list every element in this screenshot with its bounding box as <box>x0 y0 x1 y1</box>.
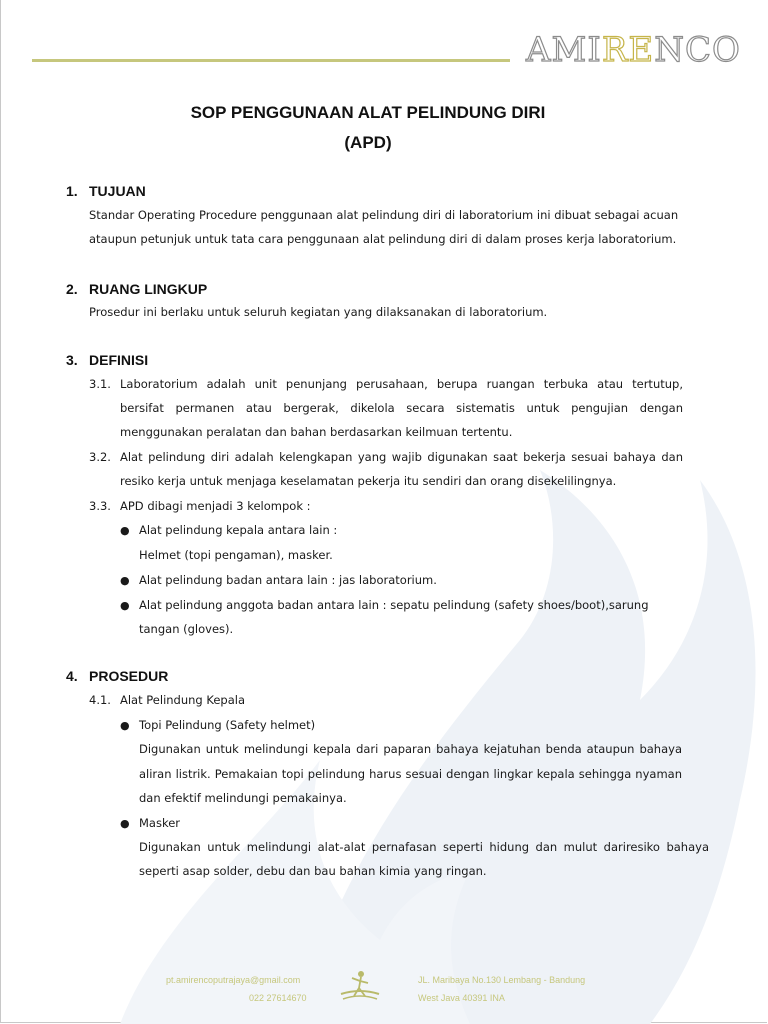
helmet-heading: Topi Pelindung (Safety helmet) <box>139 718 316 732</box>
bullet-icon: ● <box>120 524 130 537</box>
prosedur-4-1-number: 4.1. <box>89 693 111 707</box>
definisi-3-1-line-1: Laboratorium adalah unit penunjang perusahaan, berupa ruangan terbuka atau tertutup, <box>120 377 683 391</box>
definisi-3-2-line-2: resiko kerja untuk menjaga keselamatan pekerja itu sendiri dan orang disekelilingnya. <box>120 474 617 488</box>
bullet-icon: ● <box>120 599 130 612</box>
apd-group-2-line-1: Alat pelindung badan antara lain : jas laboratorium. <box>139 573 437 587</box>
helmet-desc-line-3: dan efektif melindungi pemakainya. <box>139 791 347 805</box>
footer-address-line-2: West Java 40391 INA <box>418 993 505 1003</box>
footer-address-line-1: JL. Maribaya No.130 Lembang - Bandung <box>418 975 586 985</box>
helmet-desc-line-2: aliran listrik. Pemakaian topi pelindung harus sesuai dengan lingkar kepala sehingga nyaman <box>139 767 682 781</box>
definisi-3-2-number: 3.2. <box>89 450 111 464</box>
definisi-3-1-line-2: bersifat permanen atau bergerak, dikelola secara sistematis untuk pengujian dengan <box>120 401 683 415</box>
definisi-3-3-number: 3.3. <box>89 499 111 513</box>
masker-desc-line-2: seperti asap solder, debu dan bau bahan kimia yang ringan. <box>139 864 487 878</box>
dancer-emblem-icon <box>338 968 382 1006</box>
bullet-icon: ● <box>120 719 130 732</box>
footer-email: pt.amirencoputrajaya@gmail.com <box>166 975 301 985</box>
definisi-3-1-number: 3.1. <box>89 377 111 391</box>
bullet-icon: ● <box>120 817 130 830</box>
apd-group-1-line-1: Alat pelindung kepala antara lain : <box>139 523 338 537</box>
definisi-3-2-line-1: Alat pelindung diri adalah kelengkapan yang wajib digunakan saat bekerja sesuai bahaya dan <box>120 450 683 464</box>
document-subtitle: (APD) <box>344 133 392 152</box>
footer-phone: 022 27614670 <box>249 993 307 1003</box>
definisi-3-1-line-3: menggunakan peralatan dan bahan berdasarkan keilmuan tertentu. <box>120 425 513 439</box>
masker-heading: Masker <box>139 816 181 830</box>
masker-desc-line-1: Digunakan untuk melindungi alat-alat pernafasan seperti hidung dan mulut dariresiko bahaya <box>139 840 709 854</box>
apd-group-1-line-2: Helmet (topi pengaman), masker. <box>139 548 333 562</box>
prosedur-4-1-label: Alat Pelindung Kepala <box>120 693 246 707</box>
apd-group-3-line-1: Alat pelindung anggota badan antara lain : sepatu pelindung (safety shoes/boot),sarung <box>139 598 649 612</box>
tujuan-line-2: ataupun petunjuk untuk tata cara penggunaan alat pelindung diri di dalam proses kerja laboratorium. <box>89 232 677 246</box>
document-title: SOP PENGGUNAAN ALAT PELINDUNG DIRI <box>190 103 546 122</box>
apd-group-3-line-2: tangan (gloves). <box>139 622 234 636</box>
header-rule <box>32 59 510 62</box>
tujuan-line-1: Standar Operating Procedure penggunaan alat pelindung diri di laboratorium ini dibuat sebagai acuan <box>89 208 679 222</box>
helmet-desc-line-1: Digunakan untuk melindungi kepala dari paparan bahaya kejatuhan benda ataupun bahaya <box>139 742 682 756</box>
company-logo: AMIRENCO <box>526 30 741 70</box>
bullet-icon: ● <box>120 574 130 587</box>
ruang-lingkup-line-1: Prosedur ini berlaku untuk seluruh kegiatan yang dilaksanakan di laboratorium. <box>89 305 548 319</box>
definisi-3-3-line-1: APD dibagi menjadi 3 kelompok : <box>120 499 311 513</box>
